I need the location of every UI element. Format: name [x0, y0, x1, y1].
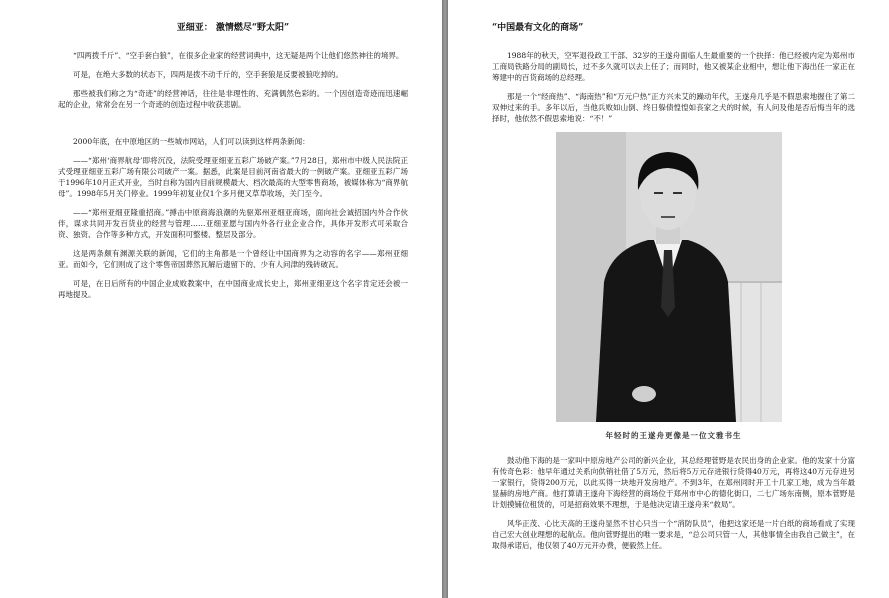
chapter-title: 亚细亚： 激情燃尽“野太阳”	[176, 23, 290, 33]
portrait-photo	[556, 132, 782, 422]
section-gap	[58, 118, 408, 136]
paragraph: ——“郑州‘商界航母’即将沉没，法院受理亚细亚五彩广场破产案。”7月28日，郑州市中级人民法院正式受理亚细亚五彩广场有限公司破产一案。据悉，此案是目前河南省最大的一例破产案。亚细亚五彩广场于1996年10月正式开业，当时自称为国内目前规模最大、档次最高的大型零售商场，被媒体称为“商界航母”。1998年5月关门停业。1999年初复业仅1个多月便又草草收场，关门至今。	[58, 156, 408, 198]
left-page	[0, 0, 442, 598]
paragraph: 2000年底，在中原地区的一些城市网站，人们可以读到这样两条新闻：	[73, 137, 310, 146]
paragraph: 可是，在绝大多数的状态下，四两是拨不动千斤的，空手套狼是反要被狼吃掉的。	[73, 70, 343, 79]
portrait-figure	[556, 132, 782, 422]
paragraph: ——“郑州亚细亚隆重招商。”搏击中原商海浪潮的先驱郑州亚细亚商场，面向社会诚招国内外合作伙伴，谋求共同开发百货业的经营与管理……亚细亚愿与国内外各行业企业合作，具体开发形式可采取合资、独资、合作等多种方式，开发面积可整楼、整层及部分。	[58, 208, 408, 239]
paragraph: 那是一个“经商热”、“海南热”和“万元户热”正方兴未艾的躁动年代，王遂舟几乎是不假思索地握住了第二双伸过来的手。多年以后，当他兵败如山倒、终日躲债惶惶如丧家之犬的时候，有人问及他是否后悔当年的选择时，他依然不假思索地说：“不！”	[492, 92, 855, 123]
section-title: “中国最有文化的商场”	[492, 23, 584, 33]
paragraph: 那些被我们称之为“奇迹”的经营神话，往往是非理性的、充满偶然色彩的。一个因创造奇迹而迅速崛起的企业，常常会在另一个奇迹的创造过程中收获悲剧。	[58, 89, 408, 109]
paragraph: 可是，在日后所有的中国企业成败教案中，在中国商业成长史上，郑州亚细亚这个名字肯定还会被一再地提及。	[58, 279, 408, 299]
right-page	[448, 0, 889, 598]
paragraph: 风华正茂、心比天高的王遂舟显然不甘心只当一个“消防队员”，他把这家还是一片白纸的商场看成了实现自己宏大创业理想的起航点。他向菅野提出的唯一要求是，“总公司只管一人，其他事情全由我自己做主”，在取得承诺后，他仅领了40万元开办费，便毅然上任。	[492, 519, 855, 550]
photo-caption: 年轻时的王遂舟更像是一位文雅书生	[605, 431, 742, 440]
paragraph: 这是两条颇有渊源关联的新闻，它们的主角都是一个曾经让中国商界为之动容的名字——郑州亚细亚。而如今，它们则成了这个零售帝国葬然瓦解后遗留下的、少有人问津的残砖破瓦。	[58, 249, 408, 269]
paragraph: “四两拨千斤”、“空手套白狼”，在很多企业家的经营词典中，这无疑是两个让他们悠然神往的境界。	[73, 51, 404, 60]
paragraph: 鼓动他下海的是一家叫中原房地产公司的新兴企业，其总经理菅野是农民出身的企业家。他的发家十分富有传奇色彩：他早年通过关系向供销社借了5万元，然后将5万元存进银行贷得40万元，再将这40万元存进另一家银行，贷得200万元，以此买得一块地开发房地产。不到3年，在郑州同时开工十几家工地，成为当年最显赫的房地产商。他打算请王遂舟下海经营的商场位于郑州市中心的德化街口，二七广场东南侧，原本菅野是计划摸铺位租赁的，可是招商效果不理想，于是他决定请王遂舟来“救局”。	[492, 456, 855, 509]
paragraph: 1988年的秋天，空军退役政工干部、32岁的王遂舟面临人生最重要的一个抉择：他已经被内定为郑州市工商局铁路分局的副局长，过不多久就可以去上任了；而同时，他又被某企业相中，想让他下海出任一家正在筹建中的百货商场的总经理。	[492, 51, 855, 82]
